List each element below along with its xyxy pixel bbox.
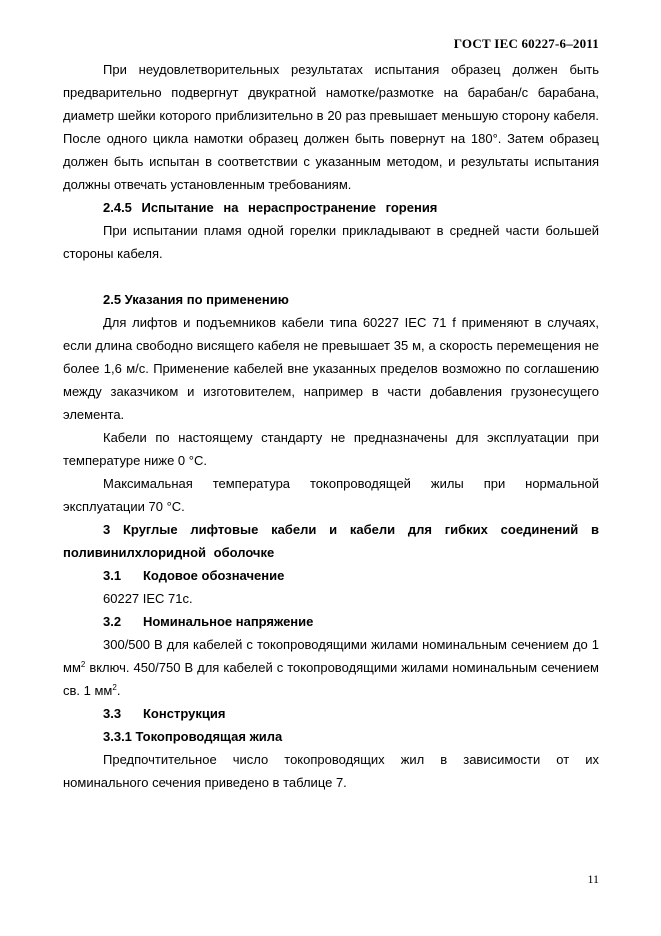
heading-2-5: 2.5 Указания по применению	[103, 292, 289, 307]
heading-3-2	[63, 610, 599, 633]
spacer	[63, 265, 599, 288]
voltage-text-b: включ. 450/750 В для кабелей с токопроводящими жилами номинальным сечением св. 1 мм	[63, 660, 599, 698]
document-code: ГОСТ IEC 60227-6–2011	[453, 36, 599, 51]
document-body	[63, 58, 599, 794]
heading-3-3-1: 3.3.1 Токопроводящая жила	[103, 729, 283, 744]
heading-3-2-number: 3.2	[103, 614, 122, 629]
heading-3-1	[63, 564, 599, 587]
heading-3: 3 Круглые лифтовые кабели и кабели для гибких соединений в поливинилхлоридной оболочке	[63, 522, 599, 560]
heading-3-3	[63, 702, 599, 725]
paragraph-conductors: Предпочтительное число токопроводящих жил в зависимости от их номинального сечения приведено в таблице 7.	[63, 752, 599, 790]
heading-3-3-number: 3.3	[103, 706, 122, 721]
paragraph-voltage	[63, 633, 599, 702]
paragraph-retest: При неудовлетворительных результатах испытания образец должен быть предварительно подвергнут двукратной намотке/размотке на барабан/с барабана, диаметр шейки которого приблизительно в 20 раз превышает меньшую сторону кабеля. После одного цикла намотки образец должен быть повернут на 180°. Затем образец должен быть испытан в соответствии с указанным методом, и результаты испытания должны отвечать установленным требованиям.	[63, 62, 599, 192]
voltage-text-a: 300/500 В для кабелей с токопроводящими жилами номинальным сечением до 1 мм	[63, 637, 599, 675]
paragraph-lifts: Для лифтов и подъемников кабели типа 60227 IEC 71 f применяют в случаях, если длина свободно висящего кабеля не превышает 35 м, а скорость перемещения не более 1,6 м/с. Применение кабелей вне указанных пределов возможно по соглашению между заказчиком и изготовителем, например в части добавления грузонесущего элемента.	[63, 315, 599, 422]
paragraph-code: 60227 IEC 71c.	[103, 591, 193, 606]
heading-3-1-text: Кодовое обозначение	[143, 568, 285, 583]
superscript-2: 2	[112, 683, 117, 692]
heading-3-1-number: 3.1	[103, 568, 122, 583]
heading-3-3-text: Конструкция	[143, 706, 226, 721]
superscript-2: 2	[80, 660, 86, 669]
heading-2-4-5: 2.4.5 Испытание на нераспространение горения	[103, 200, 438, 215]
page-number: 11	[587, 872, 599, 886]
heading-3-2-text: Номинальное напряжение	[143, 614, 314, 629]
paragraph-temperature-min: Кабели по настоящему стандарту не предназначены для эксплуатации при температуре ниже 0 °С.	[63, 430, 599, 468]
paragraph-temperature-max: Максимальная температура токопроводящей жилы при нормальной эксплуатации 70 °С.	[63, 476, 599, 514]
voltage-text-c: .	[116, 683, 121, 698]
paragraph-flame-test: При испытании пламя одной горелки прикладывают в средней части большей стороны кабеля.	[63, 223, 599, 261]
